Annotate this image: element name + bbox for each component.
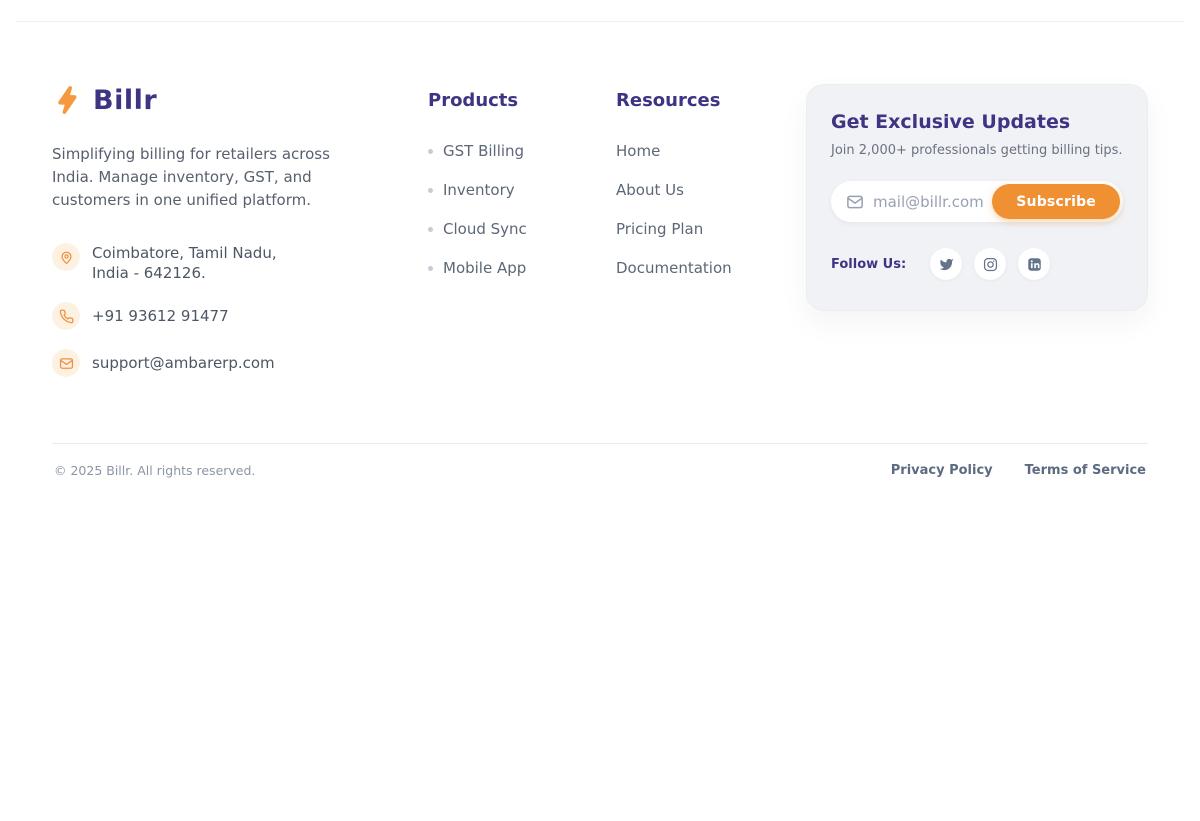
- contact-phone[interactable]: [52, 302, 407, 330]
- products-link-inventory[interactable]: [428, 181, 595, 199]
- linkedin-button[interactable]: [1018, 248, 1050, 280]
- address-text: [92, 243, 277, 283]
- link-label: Cloud Sync: [443, 220, 527, 238]
- phone-icon: [52, 302, 80, 330]
- bullet-icon: [428, 149, 433, 154]
- twitter-button[interactable]: [930, 248, 962, 280]
- mail-icon: [52, 349, 80, 377]
- products-column: [428, 84, 595, 277]
- newsletter-title: Get Exclusive Updates: [831, 111, 1071, 133]
- resources-link-about-us[interactable]: [616, 181, 792, 199]
- lightning-bolt-icon: [52, 84, 84, 116]
- linkedin-icon: [1027, 257, 1042, 272]
- phone-text: +91 93612 91477: [92, 307, 229, 325]
- products-title: Products: [428, 90, 519, 111]
- email-text: support@ambarerp.com: [92, 354, 275, 372]
- contact-email[interactable]: [52, 349, 407, 377]
- brand-logo: [52, 84, 407, 116]
- brand-column: [52, 84, 407, 377]
- resources-title: Resources: [616, 90, 721, 111]
- link-label: Documentation: [616, 259, 732, 277]
- resources-column: [616, 84, 792, 277]
- link-label: Mobile App: [443, 259, 527, 277]
- terms-of-service-link[interactable]: Terms of Service: [1024, 463, 1146, 478]
- newsletter-subtitle: Join 2,000+ professionals getting billing tips.: [831, 143, 1123, 158]
- follow-row: [831, 248, 1123, 280]
- bottom-bar: [52, 444, 1148, 478]
- brand-tagline: Simplifying billing for retailers across India. Manage inventory, GST, and customers in one unified platform.: [52, 145, 330, 209]
- privacy-policy-link[interactable]: Privacy Policy: [890, 463, 993, 478]
- bullet-icon: [428, 227, 433, 232]
- email-input[interactable]: [873, 193, 998, 211]
- address-line2: India - 642126.: [92, 264, 206, 282]
- products-link-gst-billing[interactable]: [428, 142, 595, 160]
- resources-link-documentation[interactable]: [616, 259, 792, 277]
- link-label: Pricing Plan: [616, 220, 704, 238]
- products-link-mobile-app[interactable]: [428, 259, 595, 277]
- instagram-icon: [983, 257, 998, 272]
- link-label: GST Billing: [443, 142, 525, 160]
- resources-link-pricing-plan[interactable]: [616, 220, 792, 238]
- bullet-icon: [428, 266, 433, 271]
- mail-icon: [846, 193, 864, 211]
- newsletter-card: [806, 84, 1148, 311]
- follow-us-label: Follow Us:: [831, 256, 907, 272]
- location-pin-icon: [52, 243, 80, 271]
- contact-address: [52, 243, 407, 283]
- link-label: Home: [616, 142, 661, 160]
- contact-list: [52, 243, 407, 377]
- bullet-icon: [428, 188, 433, 193]
- copyright-text: © 2025 Billr. All rights reserved.: [54, 463, 256, 478]
- address-line1: Coimbatore, Tamil Nadu,: [92, 244, 277, 262]
- link-label: About Us: [616, 181, 684, 199]
- resources-link-home[interactable]: [616, 142, 792, 160]
- instagram-button[interactable]: [974, 248, 1006, 280]
- footer: [52, 22, 1148, 478]
- subscribe-form: [831, 181, 1123, 222]
- subscribe-button[interactable]: Subscribe: [992, 184, 1120, 219]
- brand-name: Billr: [93, 84, 158, 116]
- twitter-icon: [939, 257, 954, 272]
- products-link-cloud-sync[interactable]: [428, 220, 595, 238]
- link-label: Inventory: [443, 181, 515, 199]
